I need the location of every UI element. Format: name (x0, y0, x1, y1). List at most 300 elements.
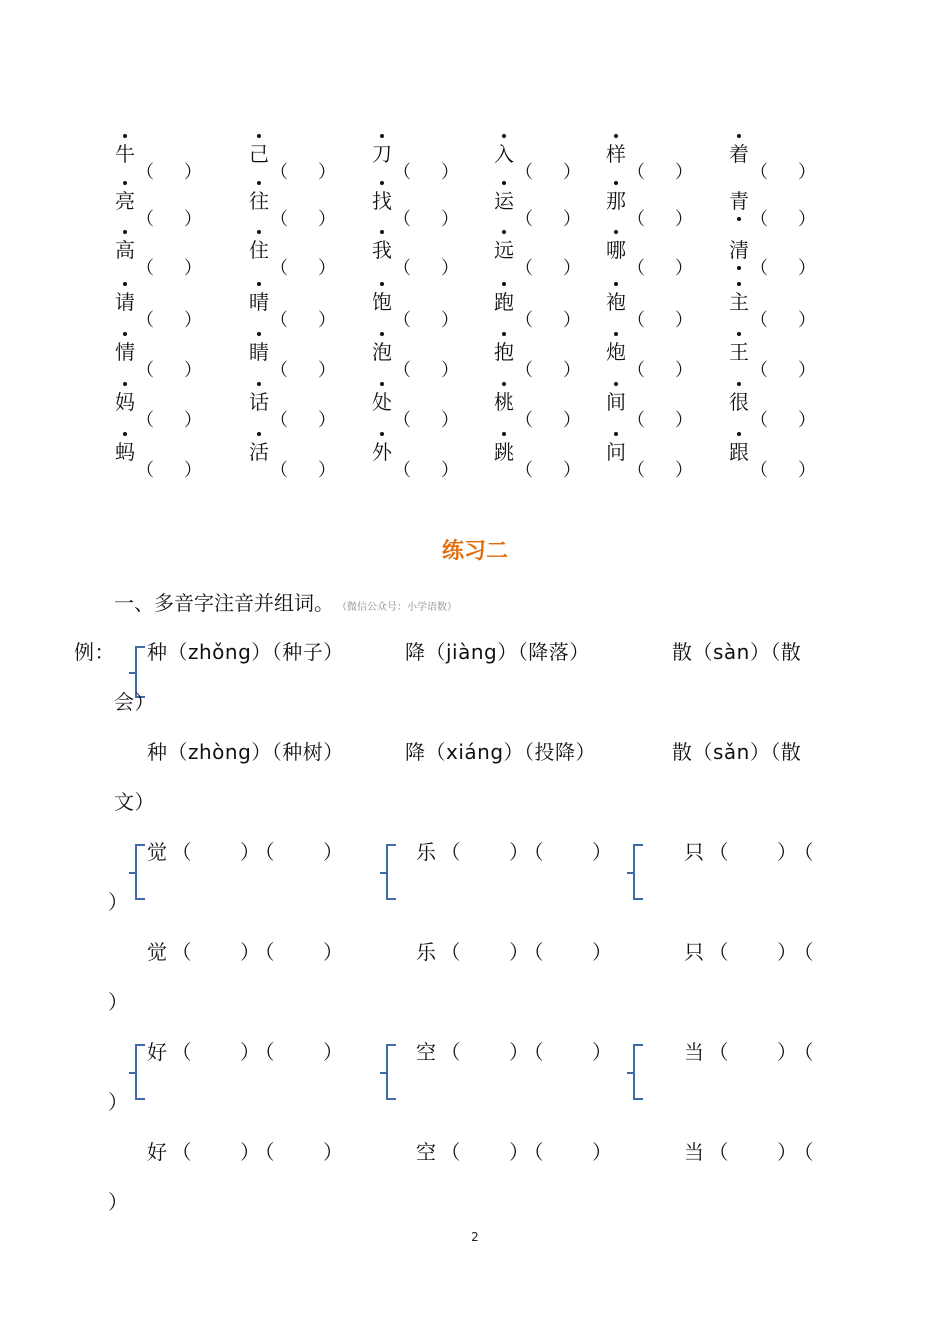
paren-close: ） (563, 310, 581, 331)
pair-item (147, 1036, 344, 1065)
blank-open: （ (440, 940, 461, 964)
wrapped-close-paren: ） (108, 1190, 129, 1214)
group-bracket (386, 844, 396, 900)
pair-character: 乐 (416, 840, 437, 864)
emphasis-dot (737, 432, 741, 436)
grid-cell (605, 340, 703, 381)
grid-cell (728, 290, 826, 331)
grid-character (248, 142, 270, 166)
emphasis-dot (614, 332, 618, 336)
grid-cell (493, 142, 591, 183)
paren-close: ） (441, 460, 459, 481)
paren-close: ） (798, 162, 816, 183)
paren-open: （ (270, 360, 288, 381)
grid-character (605, 290, 627, 314)
grid-cell (248, 238, 346, 279)
grid-character (114, 142, 136, 166)
grid-cell (728, 238, 826, 279)
paren-close: ） (675, 162, 693, 183)
grid-character-text: 袍 (606, 290, 626, 314)
paren-close: ） (441, 410, 459, 431)
paren-close: ） (675, 209, 693, 230)
blank-open: （ (264, 840, 275, 864)
instruction-note: （微信公众号：小学语数） (342, 602, 457, 613)
grid-character (114, 290, 136, 314)
paren-close: ） (184, 209, 202, 230)
grid-cell (493, 390, 591, 431)
paren-close: ） (184, 360, 202, 381)
grid-cell (114, 440, 212, 481)
paren-close: ） (675, 460, 693, 481)
paren-open: （ (393, 162, 411, 183)
emphasis-dot (502, 282, 506, 286)
group-bracket (633, 844, 643, 900)
pair-character: 觉 (147, 840, 168, 864)
pair-item (684, 836, 814, 865)
grid-cell (728, 142, 826, 183)
wrapped-close-paren: ） (108, 990, 129, 1014)
emphasis-dot (737, 134, 741, 138)
emphasis-dot (380, 332, 384, 336)
blank-close: ） (777, 940, 798, 964)
blank-open: （ (171, 1040, 192, 1064)
blank-open: （ (708, 840, 729, 864)
pair-character: 好 (147, 1140, 168, 1164)
paren-open: （ (750, 209, 768, 230)
emphasis-dot (257, 282, 261, 286)
grid-character (728, 238, 750, 262)
paren-close: ） (563, 209, 581, 230)
grid-character (371, 142, 393, 166)
grid-character (605, 340, 627, 364)
paren-close: ） (675, 310, 693, 331)
emphasis-dot (123, 134, 127, 138)
blank-close: ） (777, 1040, 798, 1064)
grid-character (605, 390, 627, 414)
grid-character-text: 青 (729, 189, 749, 213)
grid-character (114, 440, 136, 464)
emphasis-dot (257, 134, 261, 138)
grid-cell (371, 390, 469, 431)
grid-character-text: 找 (372, 189, 392, 213)
group-bracket (386, 1044, 396, 1100)
paren-open: （ (627, 360, 645, 381)
paren-open: （ (136, 209, 154, 230)
paren-close: ） (184, 460, 202, 481)
emphasis-dot (257, 181, 261, 185)
paren-open: （ (627, 410, 645, 431)
paren-close: ） (798, 209, 816, 230)
example-2-wrap: 文） (114, 790, 155, 814)
grid-character-text: 泡 (372, 340, 392, 364)
grid-character-text: 往 (249, 189, 269, 213)
grid-character-text: 运 (494, 189, 514, 213)
grid-character (728, 189, 750, 213)
grid-cell (728, 189, 826, 230)
grid-cell (493, 440, 591, 481)
blank-close: ） (323, 840, 344, 864)
grid-cell (371, 440, 469, 481)
blank-close: ） (240, 1040, 261, 1064)
paren-close: ） (563, 360, 581, 381)
instruction (114, 587, 457, 616)
paren-close: ） (318, 410, 336, 431)
grid-character-text: 己 (249, 142, 269, 166)
paren-open: （ (750, 360, 768, 381)
blank-close: ） (509, 940, 530, 964)
grid-character-text: 远 (494, 238, 514, 262)
grid-cell (248, 290, 346, 331)
grid-character-text: 外 (372, 440, 392, 464)
paren-close: ） (441, 360, 459, 381)
blank-close: ） (240, 840, 261, 864)
paren-open: （ (750, 310, 768, 331)
grid-character (605, 142, 627, 166)
emphasis-dot (614, 282, 618, 286)
group-bracket (135, 1044, 145, 1100)
pair-item (147, 1136, 344, 1165)
grid-character-text: 睛 (249, 340, 269, 364)
emphasis-dot (614, 382, 618, 386)
grid-character (371, 189, 393, 213)
grid-cell (371, 189, 469, 230)
paren-close: ） (563, 258, 581, 279)
grid-character-text: 亮 (115, 189, 135, 213)
grid-character (493, 290, 515, 314)
blank-close: ） (240, 940, 261, 964)
grid-character-text: 清 (729, 238, 749, 262)
blank-close: ） (592, 1040, 613, 1064)
emphasis-dot (380, 230, 384, 234)
pair-character: 当 (684, 1140, 705, 1164)
blank-close: ） (777, 1140, 798, 1164)
blank-close: ） (592, 940, 613, 964)
paren-open: （ (750, 410, 768, 431)
grid-character (371, 390, 393, 414)
paren-open: （ (136, 360, 154, 381)
grid-character (248, 290, 270, 314)
paren-open: （ (393, 258, 411, 279)
paren-open: （ (627, 258, 645, 279)
grid-character (248, 189, 270, 213)
paren-open: （ (393, 310, 411, 331)
pair-character: 空 (416, 1040, 437, 1064)
grid-character-text: 间 (606, 390, 626, 414)
blank-open: （ (803, 840, 814, 864)
paren-open: （ (270, 460, 288, 481)
blank-open: （ (171, 1140, 192, 1164)
example-2a: 种（zhòng）（种树） (147, 740, 344, 764)
grid-cell (605, 290, 703, 331)
grid-character (493, 390, 515, 414)
blank-open: （ (803, 940, 814, 964)
grid-cell (371, 142, 469, 183)
emphasis-dot (380, 134, 384, 138)
blank-open: （ (803, 1140, 814, 1164)
grid-character (371, 290, 393, 314)
blank-open: （ (708, 1140, 729, 1164)
grid-character (114, 390, 136, 414)
grid-character-text: 主 (729, 290, 749, 314)
pair-item (416, 1136, 613, 1165)
paren-close: ） (318, 460, 336, 481)
blank-open: （ (264, 1140, 275, 1164)
paren-open: （ (515, 410, 533, 431)
blank-open: （ (440, 840, 461, 864)
paren-open: （ (393, 209, 411, 230)
grid-cell (728, 440, 826, 481)
emphasis-dot (614, 230, 618, 234)
paren-open: （ (515, 360, 533, 381)
example-1b: 降（jiàng）（降落） (405, 640, 590, 664)
grid-character (728, 340, 750, 364)
grid-character-text: 刀 (372, 142, 392, 166)
grid-cell (493, 290, 591, 331)
grid-character (493, 189, 515, 213)
emphasis-dot (257, 432, 261, 436)
pair-item (684, 936, 814, 965)
blank-close: ） (323, 1040, 344, 1064)
paren-open: （ (136, 258, 154, 279)
example-2c: 散（sǎn）（散 (672, 740, 802, 764)
paren-open: （ (515, 209, 533, 230)
emphasis-dot (502, 432, 506, 436)
paren-close: ） (675, 360, 693, 381)
grid-cell (493, 189, 591, 230)
grid-character-text: 抱 (494, 340, 514, 364)
blank-close: ） (509, 1040, 530, 1064)
group-bracket (633, 1044, 643, 1100)
grid-character-text: 着 (729, 142, 749, 166)
grid-character (248, 440, 270, 464)
grid-character (371, 440, 393, 464)
wrapped-close-paren: ） (108, 1090, 129, 1114)
paren-close: ） (675, 258, 693, 279)
paren-close: ） (184, 410, 202, 431)
blank-close: ） (509, 840, 530, 864)
grid-character (605, 440, 627, 464)
group-bracket (135, 844, 145, 900)
grid-character (371, 238, 393, 262)
grid-cell (605, 440, 703, 481)
paren-close: ） (441, 162, 459, 183)
emphasis-dot (123, 432, 127, 436)
paren-open: （ (270, 209, 288, 230)
grid-character (248, 238, 270, 262)
paren-open: （ (136, 162, 154, 183)
paren-open: （ (515, 258, 533, 279)
emphasis-dot (123, 230, 127, 234)
paren-close: ） (798, 460, 816, 481)
paren-open: （ (515, 162, 533, 183)
grid-cell (493, 238, 591, 279)
emphasis-dot (737, 332, 741, 336)
paren-open: （ (270, 310, 288, 331)
emphasis-dot (502, 332, 506, 336)
grid-character-text: 跟 (729, 440, 749, 464)
paren-close: ） (184, 258, 202, 279)
blank-close: ） (323, 1140, 344, 1164)
grid-cell (605, 142, 703, 183)
paren-close: ） (441, 310, 459, 331)
pair-character: 乐 (416, 940, 437, 964)
paren-close: ） (184, 310, 202, 331)
blank-open: （ (533, 940, 544, 964)
emphasis-dot (737, 217, 741, 221)
grid-character (371, 340, 393, 364)
grid-character-text: 情 (115, 340, 135, 364)
emphasis-dot (614, 134, 618, 138)
grid-cell (493, 340, 591, 381)
grid-cell (605, 390, 703, 431)
example-1c: 散（sàn）（散 (672, 640, 802, 664)
paren-close: ） (798, 410, 816, 431)
paren-open: （ (393, 460, 411, 481)
pair-character: 好 (147, 1040, 168, 1064)
emphasis-dot (123, 282, 127, 286)
paren-open: （ (270, 258, 288, 279)
paren-open: （ (393, 360, 411, 381)
grid-character-text: 话 (249, 390, 269, 414)
emphasis-dot (380, 282, 384, 286)
paren-open: （ (750, 460, 768, 481)
grid-cell (248, 340, 346, 381)
blank-close: ） (777, 840, 798, 864)
blank-open: （ (264, 940, 275, 964)
paren-open: （ (136, 460, 154, 481)
emphasis-dot (380, 432, 384, 436)
grid-character (728, 142, 750, 166)
emphasis-dot (502, 134, 506, 138)
blank-open: （ (440, 1140, 461, 1164)
blank-open: （ (533, 1140, 544, 1164)
grid-character (248, 340, 270, 364)
emphasis-dot (614, 181, 618, 185)
blank-open: （ (533, 840, 544, 864)
paren-close: ） (318, 360, 336, 381)
grid-character-text: 晴 (249, 290, 269, 314)
emphasis-dot (257, 230, 261, 234)
paren-close: ） (441, 258, 459, 279)
blank-open: （ (264, 1040, 275, 1064)
grid-character-text: 很 (729, 390, 749, 414)
paren-close: ） (563, 410, 581, 431)
pair-character: 只 (684, 840, 705, 864)
grid-cell (728, 390, 826, 431)
paren-open: （ (270, 162, 288, 183)
grid-character-text: 那 (606, 189, 626, 213)
grid-cell (248, 440, 346, 481)
grid-cell (248, 189, 346, 230)
paren-close: ） (798, 310, 816, 331)
example-1-wrap: 会） (114, 690, 155, 714)
grid-character-text: 样 (606, 142, 626, 166)
grid-cell (371, 340, 469, 381)
emphasis-dot (380, 181, 384, 185)
grid-character (605, 189, 627, 213)
grid-cell (248, 142, 346, 183)
grid-cell (728, 340, 826, 381)
grid-character-text: 活 (249, 440, 269, 464)
blank-open: （ (171, 940, 192, 964)
blank-close: ） (592, 1140, 613, 1164)
grid-character-text: 饱 (372, 290, 392, 314)
paren-close: ） (318, 258, 336, 279)
emphasis-dot (502, 181, 506, 185)
grid-cell (248, 390, 346, 431)
paren-close: ） (675, 410, 693, 431)
blank-open: （ (708, 940, 729, 964)
grid-character (493, 440, 515, 464)
example-1a: 种（zhǒng）（种子） (147, 640, 344, 664)
grid-character (728, 290, 750, 314)
blank-close: ） (323, 940, 344, 964)
paren-open: （ (627, 162, 645, 183)
pair-item (147, 936, 344, 965)
emphasis-dot (502, 230, 506, 234)
paren-close: ） (184, 162, 202, 183)
wrapped-close-paren: ） (108, 890, 129, 914)
grid-character (728, 440, 750, 464)
page-number: 2 (471, 1230, 479, 1244)
grid-cell (605, 238, 703, 279)
grid-character-text: 王 (729, 340, 749, 364)
grid-cell (114, 340, 212, 381)
grid-character-text: 炮 (606, 340, 626, 364)
blank-open: （ (803, 1040, 814, 1064)
grid-character-text: 哪 (606, 238, 626, 262)
grid-cell (114, 390, 212, 431)
grid-character-text: 请 (115, 290, 135, 314)
grid-character (728, 390, 750, 414)
pair-item (684, 1036, 814, 1065)
paren-open: （ (270, 410, 288, 431)
paren-open: （ (750, 258, 768, 279)
emphasis-dot (123, 181, 127, 185)
paren-close: ） (318, 162, 336, 183)
grid-cell (371, 238, 469, 279)
paren-close: ） (563, 162, 581, 183)
emphasis-dot (614, 432, 618, 436)
pair-character: 空 (416, 1140, 437, 1164)
emphasis-dot (737, 382, 741, 386)
paren-close: ） (318, 310, 336, 331)
paren-open: （ (393, 410, 411, 431)
paren-open: （ (627, 460, 645, 481)
paren-close: ） (798, 258, 816, 279)
emphasis-dot (123, 332, 127, 336)
grid-character-text: 处 (372, 390, 392, 414)
grid-character-text: 跳 (494, 440, 514, 464)
grid-cell (114, 142, 212, 183)
grid-character-text: 跑 (494, 290, 514, 314)
grid-character (248, 390, 270, 414)
grid-cell (114, 290, 212, 331)
grid-character (114, 238, 136, 262)
grid-character-text: 入 (494, 142, 514, 166)
example-2b: 降（xiáng）（投降） (405, 740, 597, 764)
grid-character-text: 问 (606, 440, 626, 464)
grid-cell (605, 189, 703, 230)
emphasis-dot (737, 266, 741, 270)
emphasis-dot (257, 332, 261, 336)
pair-item (416, 1036, 613, 1065)
emphasis-dot (737, 282, 741, 286)
blank-open: （ (708, 1040, 729, 1064)
paren-open: （ (627, 310, 645, 331)
pair-item (416, 936, 613, 965)
grid-cell (371, 290, 469, 331)
